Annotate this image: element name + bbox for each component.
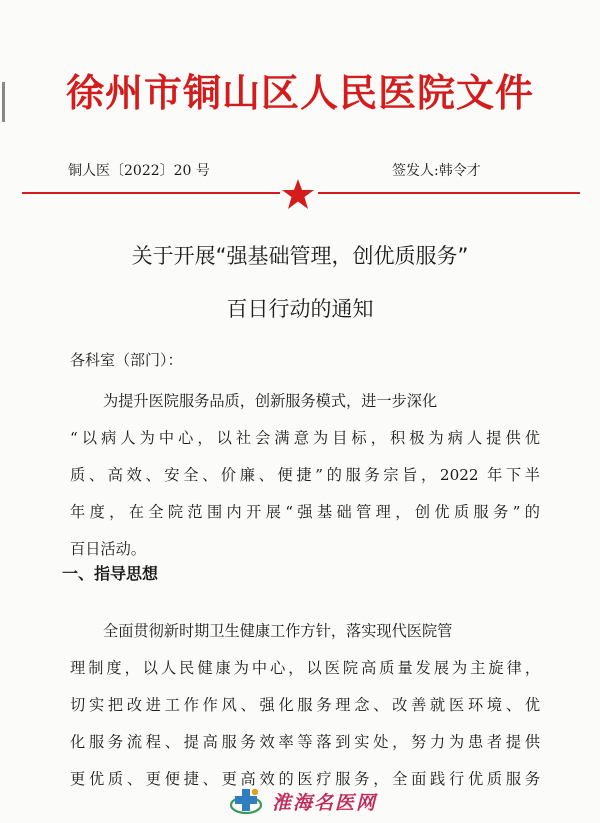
red-star-icon — [281, 178, 315, 210]
paragraph-line: 年度，在全院范围内开展“强基础管理，创优质服务”的 — [70, 503, 540, 521]
salutation: 各科室（部门）： — [70, 351, 183, 369]
paragraph-line: 全面贯彻新时期卫生健康工作方针，落实现代医院管 — [103, 622, 453, 640]
paragraph-line: 切实把改进工作作风、强化服务理念、改善就医环境、优 — [70, 696, 540, 714]
paragraph-line: 理制度，以人民健康为中心，以医院高质量发展为主旋律， — [70, 659, 540, 677]
watermark — [228, 784, 377, 818]
document-number: 铜人医〔2022〕20 号 — [68, 163, 210, 179]
intro-paragraph — [70, 383, 540, 568]
paragraph-line: 化服务流程、提高服务效率等落到实处，努力为患者提供 — [70, 733, 540, 751]
header-divider-left — [22, 192, 280, 194]
header-divider-right — [318, 192, 580, 194]
paragraph-line: “以病人为中心，以社会满意为目标，积极为病人提供优 — [70, 429, 540, 447]
paragraph-line: 百日活动。 — [70, 540, 146, 558]
medical-logo-icon — [228, 785, 264, 817]
section-heading-guiding-thought: 一、指导思想 — [62, 564, 159, 583]
paragraph-line: 质、高效、安全、价廉、便捷”的服务宗旨，2022 年下半 — [70, 466, 540, 484]
signer: 签发人:韩令才 — [392, 163, 481, 179]
notice-title-line-2: 百日行动的通知 — [226, 297, 374, 321]
watermark-text: 淮海名医网 — [272, 791, 378, 814]
guiding-thought-paragraph — [70, 613, 540, 798]
document-header-title: 徐州市铜山区人民医院文件 — [65, 70, 534, 115]
paragraph-line: 为提升医院服务品质，创新服务模式，进一步深化 — [103, 392, 438, 410]
paragraph-line: 更优质、更便捷、更高效的医疗服务，全面践行优质服务 — [70, 770, 540, 788]
notice-title-line-1: 关于开展“强基础管理，创优质服务” — [131, 244, 469, 268]
